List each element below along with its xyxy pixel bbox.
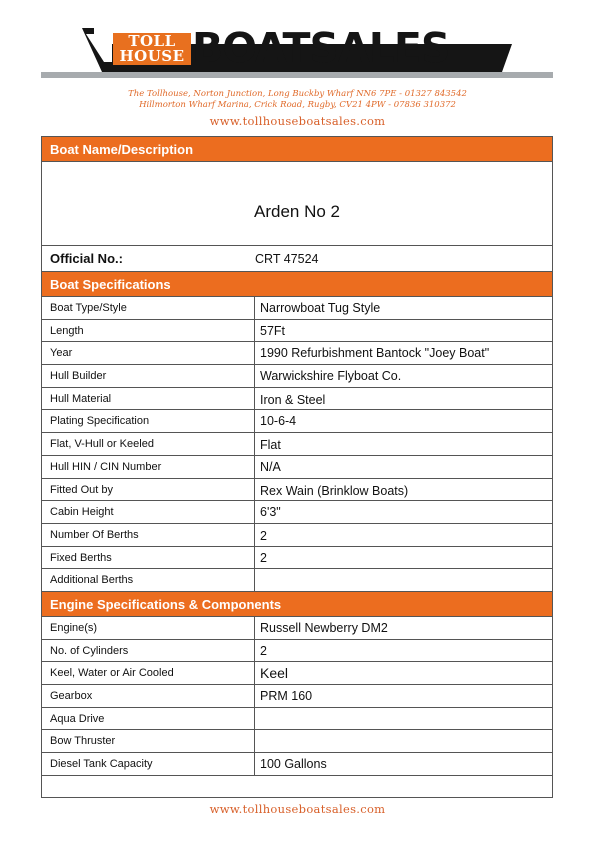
engine-row-gearbox	[42, 685, 552, 708]
section-header-engine-specifications: Engine Specifications & Components	[42, 592, 552, 617]
section-header-boat-name: Boat Name/Description	[42, 137, 552, 162]
official-number-label: Official No.:	[50, 251, 123, 266]
spec-row-year	[42, 342, 552, 365]
spec-label: Hull Builder	[42, 365, 255, 387]
spec-label: Length	[42, 320, 255, 342]
engine-row-bow-thruster	[42, 730, 552, 753]
spec-value: 2	[260, 528, 267, 543]
spec-sheet	[41, 136, 553, 798]
toll-house-badge	[113, 33, 191, 65]
blank-row	[42, 776, 552, 799]
spec-label: Gearbox	[42, 685, 255, 707]
spec-value: Iron & Steel	[260, 392, 326, 407]
engine-row-engines	[42, 617, 552, 640]
header-logo	[0, 0, 595, 86]
spec-label: Aqua Drive	[42, 708, 255, 730]
spec-label: Additional Berths	[42, 569, 255, 591]
spec-row-fixed-berths	[42, 547, 552, 570]
address-line-2: Hillmorton Wharf Marina, Crick Road, Rugby, CV21 4PW - 07836 310372	[139, 100, 456, 110]
official-number-row	[42, 246, 552, 272]
address-line-1: The Tollhouse, Norton Junction, Long Buckby Wharf NN6 7PE - 01327 843542	[128, 89, 467, 99]
spec-value: 10-6-4	[260, 414, 297, 429]
spec-label: Flat, V-Hull or Keeled	[42, 433, 255, 455]
boat-name-box	[42, 162, 552, 246]
spec-label: Bow Thruster	[42, 730, 255, 752]
spec-row-hull-shape	[42, 433, 552, 456]
spec-row-additional-berths	[42, 569, 552, 592]
logo-toll-text: TOLL	[128, 32, 176, 50]
spec-label: Fixed Berths	[42, 547, 255, 569]
spec-label: Year	[42, 342, 255, 364]
spec-value: Keel	[260, 665, 289, 682]
spec-row-plating	[42, 410, 552, 433]
spec-label: No. of Cylinders	[42, 640, 255, 662]
spec-value: 57Ft	[260, 323, 286, 338]
spec-label: Hull HIN / CIN Number	[42, 456, 255, 478]
spec-row-boat-type	[42, 297, 552, 320]
spec-value: 1990 Refurbishment Bantock "Joey Boat"	[260, 346, 490, 361]
spec-row-hull-material	[42, 388, 552, 411]
spec-value: PRM 160	[260, 689, 313, 703]
engine-row-diesel-tank	[42, 753, 552, 776]
engine-row-cylinders	[42, 640, 552, 663]
spec-row-hin-number	[42, 456, 552, 479]
spec-row-cabin-height	[42, 501, 552, 524]
spec-value	[255, 569, 552, 591]
spec-value: Russell Newberry DM2	[260, 620, 388, 635]
spec-value: Narrowboat Tug Style	[260, 301, 381, 315]
spec-label: Fitted Out by	[42, 479, 255, 501]
spec-value: 6'3"	[260, 505, 281, 520]
engine-row-cooling	[42, 662, 552, 685]
spec-label: Cabin Height	[42, 501, 255, 523]
logo-boatsales-text: BOATSALES	[192, 24, 450, 72]
website-link-top[interactable]: www.tollhouseboatsales.com	[209, 114, 386, 128]
logo-house-text: HOUSE	[119, 47, 185, 65]
spec-value: 100 Gallons	[260, 757, 327, 772]
spec-label: Number Of Berths	[42, 524, 255, 546]
spec-row-fitted-out-by	[42, 479, 552, 502]
header-divider	[41, 72, 553, 78]
boat-name: Arden No 2	[254, 202, 340, 221]
spec-value: Rex Wain (Brinklow Boats)	[260, 483, 409, 498]
engine-row-aqua-drive	[42, 708, 552, 731]
spec-value: N/A	[260, 459, 281, 474]
website-link-bottom[interactable]: www.tollhouseboatsales.com	[209, 802, 386, 816]
spec-value: 2	[260, 643, 267, 658]
spec-value: 2	[260, 550, 267, 565]
spec-label: Boat Type/Style	[42, 297, 255, 319]
spec-row-length	[42, 320, 552, 343]
spec-label: Diesel Tank Capacity	[42, 753, 255, 775]
section-header-boat-specifications: Boat Specifications	[42, 272, 552, 297]
spec-label: Hull Material	[42, 388, 255, 410]
spec-value: Flat	[260, 438, 281, 453]
spec-value	[255, 730, 552, 752]
spec-value: Warwickshire Flyboat Co.	[260, 369, 402, 384]
spec-label: Plating Specification	[42, 410, 255, 432]
official-number-value: CRT 47524	[255, 252, 319, 266]
spec-row-number-of-berths	[42, 524, 552, 547]
spec-value	[255, 708, 552, 730]
spec-label: Engine(s)	[42, 617, 255, 639]
spec-label: Keel, Water or Air Cooled	[42, 662, 255, 684]
spec-row-hull-builder	[42, 365, 552, 388]
